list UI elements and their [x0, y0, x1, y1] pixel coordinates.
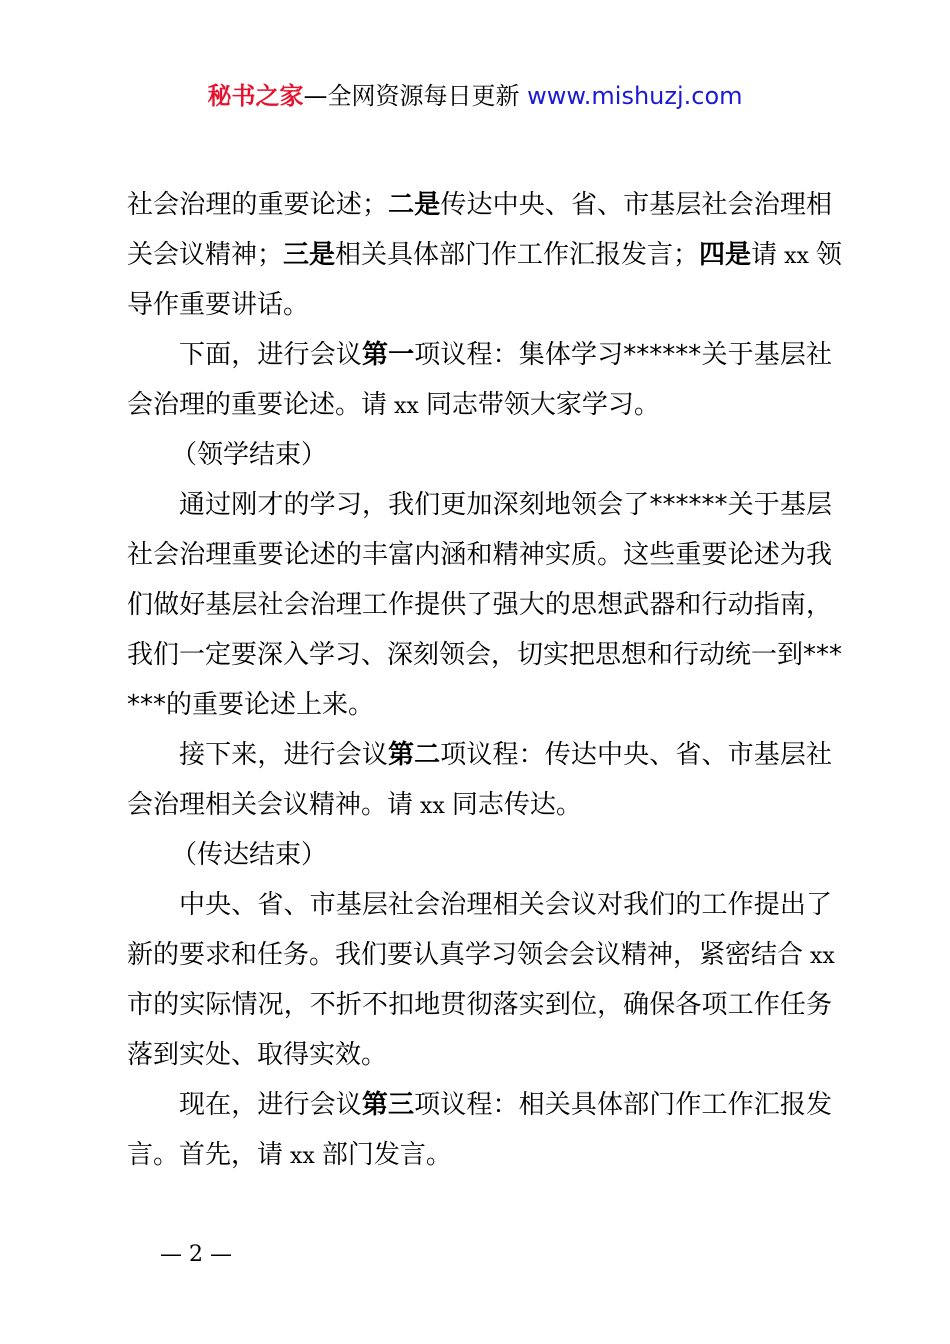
site-banner: [0, 80, 950, 112]
text-line: 关会议精神；三是相关具体部门作工作汇报发言；四是请 xx 领: [127, 240, 842, 270]
banner-url[interactable]: www.mishuzj.com: [527, 82, 743, 110]
text-line: 落到实处、取得实效。: [127, 1040, 388, 1070]
text-line: 导作重要讲话。: [127, 290, 310, 320]
text-line: 接下来，进行会议第二项议程：传达中央、省、市基层社: [179, 740, 832, 770]
text-line: 言。首先，请 xx 部门发言。: [127, 1140, 452, 1170]
text-line: 下面，进行会议第一项议程：集体学习******关于基层社: [179, 340, 832, 370]
text-line: 会治理的重要论述。请 xx 同志带领大家学习。: [127, 390, 660, 420]
document-body: [127, 180, 843, 1180]
text-line: 我们一定要深入学习、深刻领会，切实把思想和行动统一到***: [127, 640, 843, 670]
text-line: 社会治理重要论述的丰富内涵和精神实质。这些重要论述为我: [127, 540, 832, 570]
text-line: 新的要求和任务。我们要认真学习领会会议精神，紧密结合 xx: [127, 940, 835, 970]
page-number: — 2 —: [160, 1242, 232, 1267]
text-line: 中央、省、市基层社会治理相关会议对我们的工作提出了: [179, 890, 832, 920]
brand-name: 秘书之家: [207, 82, 304, 110]
text-line: （领学结束）: [171, 440, 328, 470]
banner-tagline: —全网资源每日更新: [303, 82, 520, 110]
text-line: （传达结束）: [171, 840, 328, 870]
text-line: 通过刚才的学习，我们更加深刻地领会了******关于基层: [179, 490, 832, 520]
text-line: ***的重要论述上来。: [127, 690, 375, 720]
text-line: 会治理相关会议精神。请 xx 同志传达。: [127, 790, 582, 820]
text-line: 社会治理的重要论述；二是传达中央、省、市基层社会治理相: [127, 190, 832, 220]
text-line: 市的实际情况，不折不扣地贯彻落实到位，确保各项工作任务: [127, 990, 832, 1020]
text-line: 们做好基层社会治理工作提供了强大的思想武器和行动指南，: [127, 590, 832, 620]
text-line: 现在，进行会议第三项议程：相关具体部门作工作汇报发: [179, 1090, 832, 1120]
